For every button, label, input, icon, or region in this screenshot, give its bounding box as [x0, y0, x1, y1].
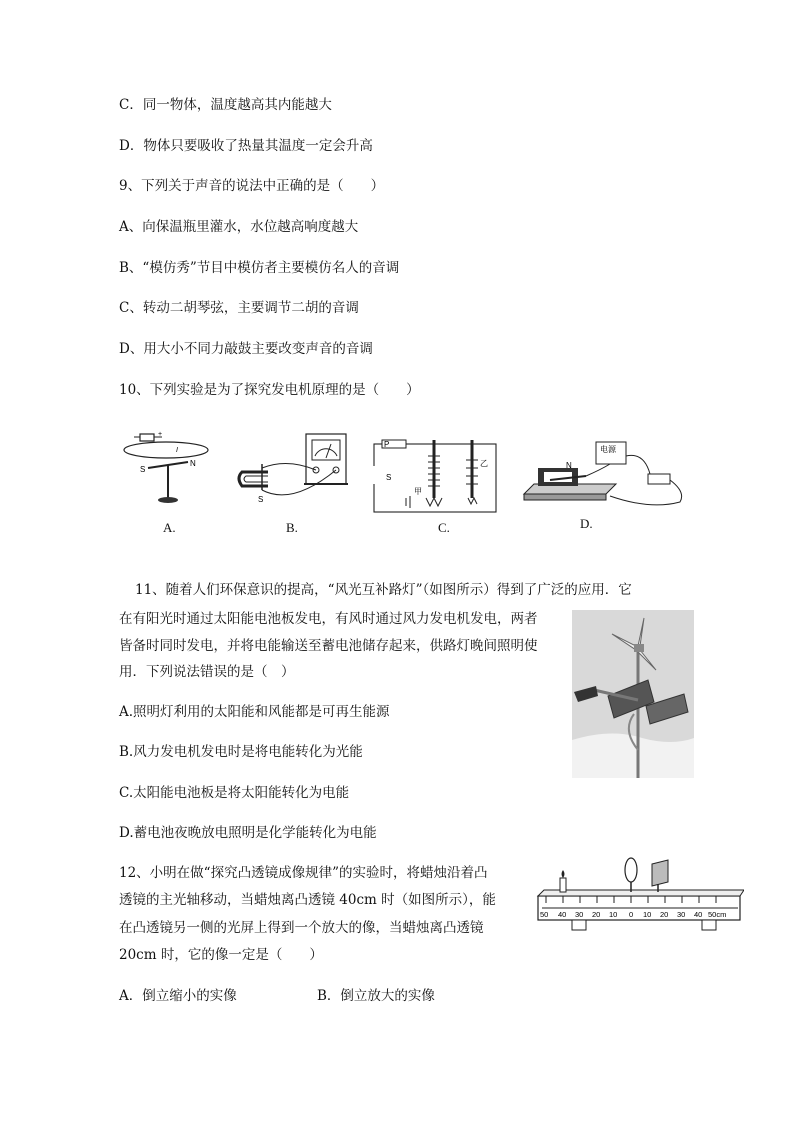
ruler-tick-label: 30 [575, 910, 584, 919]
q10-caption-c: C. [438, 520, 450, 535]
q12-option-b: B．倒立放大的实像 [317, 988, 435, 1004]
q10-figure-a [118, 428, 218, 518]
ruler-tick-label: 0 [629, 910, 634, 919]
fig-a-label-s: S [140, 465, 146, 474]
q11-stem-line1: 11、随着人们环保意识的提高，“风光互补路灯”（如图所示）得到了广泛的应用．它 [135, 582, 632, 598]
q12-stem-line1: 12、小明在做“探究凸透镜成像规律”的实验时，将蜡烛沿着凸 [119, 865, 488, 881]
fig-d-label-n: N [566, 461, 572, 470]
q10-stem: 10、下列实验是为了探究发电机原理的是（ ） [119, 382, 420, 398]
q9-stem: 9、下列关于声音的说法中正确的是（ ） [119, 178, 385, 194]
ruler-tick-label: 20 [592, 910, 601, 919]
q11-stem-line2: 在有阳光时通过太阳能电池板发电，有风时通过风力发电机发电，两者 [119, 611, 538, 627]
ruler-tick-label: 50cm [708, 910, 727, 919]
q11-stem-line3: 皆备时同时发电，并将电能输送至蓄电池储存起来，供路灯晚间照明使 [119, 638, 538, 654]
q11-stem-line4: 用．下列说法错误的是（ ） [119, 664, 295, 680]
q10-caption-a: A. [163, 520, 176, 535]
fig-a-label-n: N [190, 459, 196, 468]
ruler-tick-label: 20 [660, 910, 669, 919]
fig-c-label-s: S [386, 473, 392, 482]
light-screen [652, 860, 668, 886]
q10-figure-b [232, 428, 352, 518]
optical-bench-figure [532, 856, 744, 942]
fig-c-label-jia: 甲 [414, 487, 422, 496]
q10-caption-b: B. [286, 520, 298, 535]
q11-option-c: C.太阳能电池板是将太阳能转化为电能 [119, 785, 350, 801]
q10-figure-d [520, 436, 690, 514]
ruler-tick-label: 40 [694, 910, 703, 919]
q12-stem-line2: 透镜的主光轴移动，当蜡烛离凸透镜 40cm 时（如图所示），能 [119, 892, 496, 908]
q8-option-c: C．同一物体，温度越高其内能越大 [119, 97, 332, 113]
q9-option-a: A、向保温瓶里灌水，水位越高响度越大 [119, 219, 359, 235]
ruler-tick-label: 10 [643, 910, 652, 919]
q12-stem-line4: 20cm 时，它的像一定是（ ） [119, 947, 323, 963]
q12-option-a: A．倒立缩小的实像 [119, 988, 237, 1004]
ruler-tick-label: 30 [677, 910, 686, 919]
q11-option-d: D.蓄电池夜晚放电照明是化学能转化为电能 [119, 825, 377, 841]
q11-option-b: B.风力发电机发电时是将电能转化为光能 [119, 744, 363, 760]
candle [560, 878, 566, 892]
fig-b-label-s: S [258, 495, 264, 504]
q10-figure-c [368, 436, 504, 520]
convex-lens [625, 858, 637, 882]
q9-option-d: D、用大小不同力敲鼓主要改变声音的音调 [119, 341, 373, 357]
q9-option-b: B、“模仿秀”节目中模仿者主要模仿名人的音调 [119, 260, 400, 276]
q9-option-c: C、转动二胡琴弦，主要调节二胡的音调 [119, 300, 359, 316]
ruler-tick-label: 50 [540, 910, 549, 919]
q10-caption-d: D. [580, 516, 593, 531]
ruler-tick-label: 10 [609, 910, 618, 919]
svg-text:+: + [158, 431, 163, 438]
fig-c-label-p: P [384, 440, 390, 449]
q8-option-d: D．物体只要吸收了热量其温度一定会升高 [119, 138, 373, 154]
q11-option-a: A.照明灯利用的太阳能和风能都是可再生能源 [119, 704, 390, 720]
fig-d-label-power: 电源 [600, 445, 616, 454]
q12-stem-line3: 在凸透镜另一侧的光屏上得到一个放大的像，当蜡烛离凸透镜 [119, 920, 484, 936]
wind-solar-streetlight-photo [572, 610, 694, 778]
svg-text:I: I [176, 447, 178, 454]
ruler-tick-label: 40 [558, 910, 567, 919]
fig-c-label-yi: 乙 [480, 459, 488, 468]
